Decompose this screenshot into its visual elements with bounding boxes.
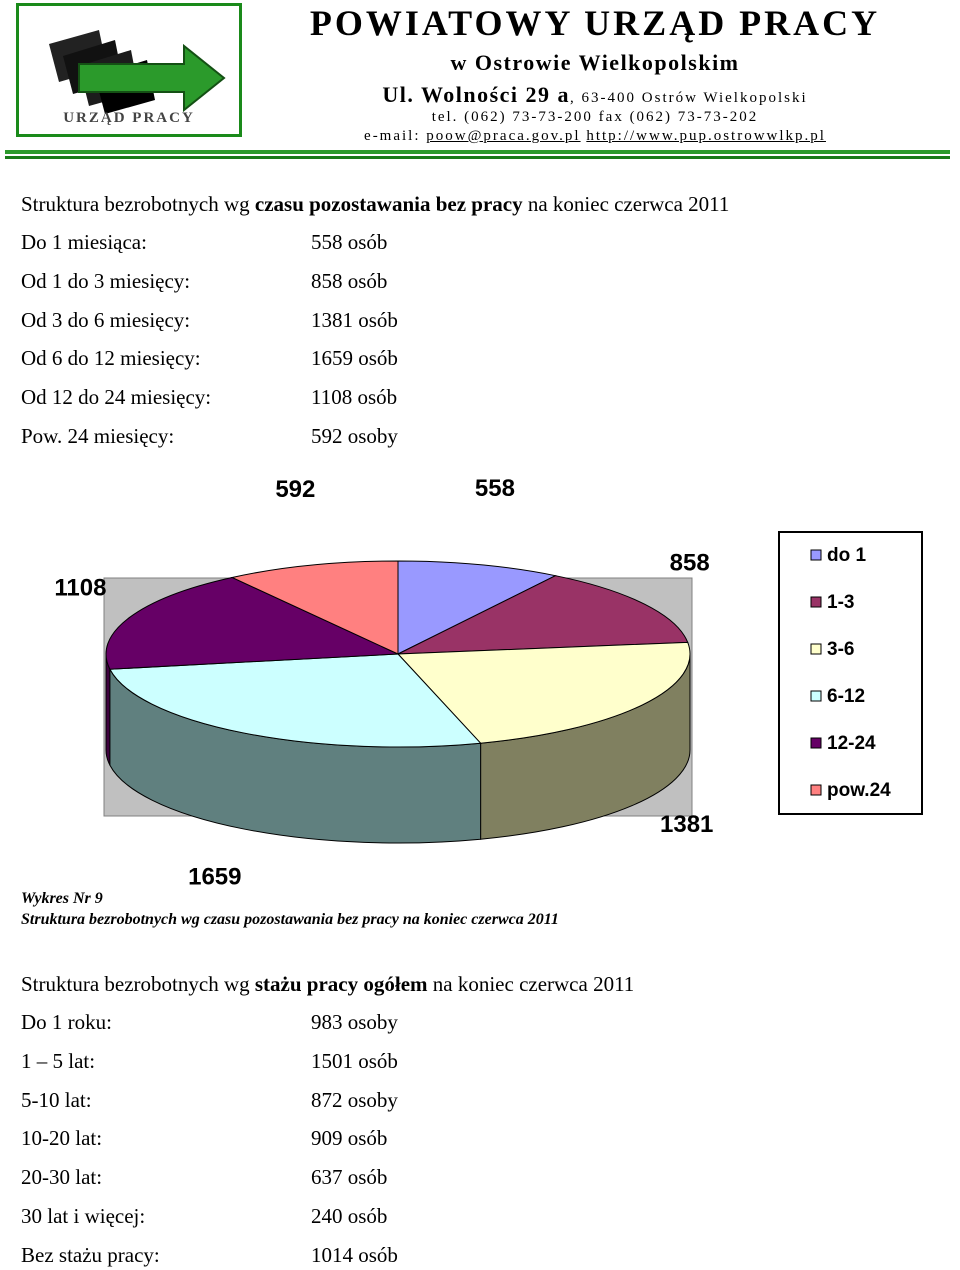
- legend-label: 3-6: [827, 639, 855, 660]
- org-city: w Ostrowie Wielkopolskim: [450, 50, 740, 75]
- chart-caption-number: Wykres Nr 9: [21, 890, 103, 907]
- row-value: 558 osób: [311, 230, 388, 254]
- data-label: 858: [669, 549, 710, 577]
- row-value: 1108 osób: [311, 385, 398, 409]
- row-label: Od 3 do 6 miesięcy:: [21, 308, 191, 332]
- logo-text: URZĄD PRACY: [63, 110, 195, 126]
- row-value: 637 osób: [311, 1165, 388, 1189]
- data-label: 592: [275, 475, 316, 503]
- legend-swatch: [811, 597, 821, 607]
- row-label: 5-10 lat:: [21, 1088, 92, 1112]
- legend-swatch: [811, 785, 821, 795]
- legend-label: pow.24: [827, 780, 891, 801]
- data-label: 1659: [188, 863, 242, 891]
- row-label: 20-30 lat:: [21, 1165, 103, 1189]
- header-rule: [5, 150, 950, 154]
- org-phone: tel. (062) 73-73-200 fax (062) 73-73-202: [431, 109, 759, 125]
- data-label: 1108: [54, 574, 107, 602]
- row-label: Od 12 do 24 miesięcy:: [21, 385, 212, 409]
- row-value: 909 osób: [311, 1126, 388, 1150]
- section1-title: [21, 192, 729, 217]
- org-address: [250, 82, 940, 108]
- row-label: 10-20 lat:: [21, 1126, 103, 1150]
- email-label: e-mail:: [364, 128, 427, 144]
- row-value: 1381 osób: [311, 308, 398, 332]
- postal-code-city: , 63-400 Ostrów Wielkopolski: [570, 90, 808, 106]
- section1-title-bold: czasu pozostawania bez pracy: [254, 192, 523, 216]
- legend-label: 12-24: [827, 733, 876, 754]
- legend-label: do 1: [827, 545, 867, 566]
- row-label: Do 1 roku:: [21, 1010, 112, 1034]
- legend-swatch: [811, 738, 821, 748]
- logo: [16, 3, 242, 137]
- header-rule-lower: [5, 156, 950, 159]
- data-label: 558: [474, 475, 515, 503]
- row-value: 1014 osób: [311, 1243, 398, 1267]
- row-label: 1 – 5 lat:: [21, 1049, 96, 1073]
- legend: [779, 532, 922, 814]
- section2-title-bold: stażu pracy ogółem: [254, 972, 428, 996]
- section2-title-post: na koniec czerwca 2011: [427, 972, 635, 996]
- row-value: 592 osoby: [311, 424, 398, 448]
- row-value: 872 osoby: [311, 1088, 398, 1112]
- section1-title-post: na koniec czerwca 2011: [522, 192, 730, 216]
- row-value: 1659 osób: [311, 346, 398, 370]
- row-label: Od 1 do 3 miesięcy:: [21, 269, 191, 293]
- section2-title-pre: Struktura bezrobotnych wg: [21, 972, 255, 996]
- section1-title-pre: Struktura bezrobotnych wg: [21, 192, 255, 216]
- legend-swatch: [811, 550, 821, 560]
- row-value: 983 osoby: [311, 1010, 398, 1034]
- legend-label: 1-3: [827, 592, 855, 613]
- row-label: Do 1 miesiąca:: [21, 230, 147, 254]
- row-value: 240 osób: [311, 1204, 388, 1228]
- pie-slice-side: [106, 654, 110, 765]
- email-link[interactable]: poow@praca.gov.pl: [426, 128, 581, 144]
- row-value: 858 osób: [311, 269, 388, 293]
- org-contact: [250, 128, 940, 145]
- legend-label: 6-12: [827, 686, 866, 707]
- row-value: 1501 osób: [311, 1049, 398, 1073]
- section2-title: [21, 972, 634, 997]
- pie-chart: [0, 475, 960, 891]
- data-label: 1381: [660, 810, 714, 838]
- chart-caption-title: Struktura bezrobotnych wg czasu pozostawania bez pracy na koniec czerwca 2011: [21, 911, 559, 928]
- row-label: Od 6 do 12 miesięcy:: [21, 346, 201, 370]
- street: Ul. Wolności 29 a: [382, 82, 571, 107]
- website-link[interactable]: http://www.pup.ostrowwlkp.pl: [586, 128, 826, 144]
- legend-swatch: [811, 644, 821, 654]
- row-label: Pow. 24 miesięcy:: [21, 424, 175, 448]
- org-name: POWIATOWY URZĄD PRACY: [309, 3, 881, 43]
- legend-swatch: [811, 691, 821, 701]
- row-label: Bez stażu pracy:: [21, 1243, 160, 1267]
- row-label: 30 lat i więcej:: [21, 1204, 146, 1228]
